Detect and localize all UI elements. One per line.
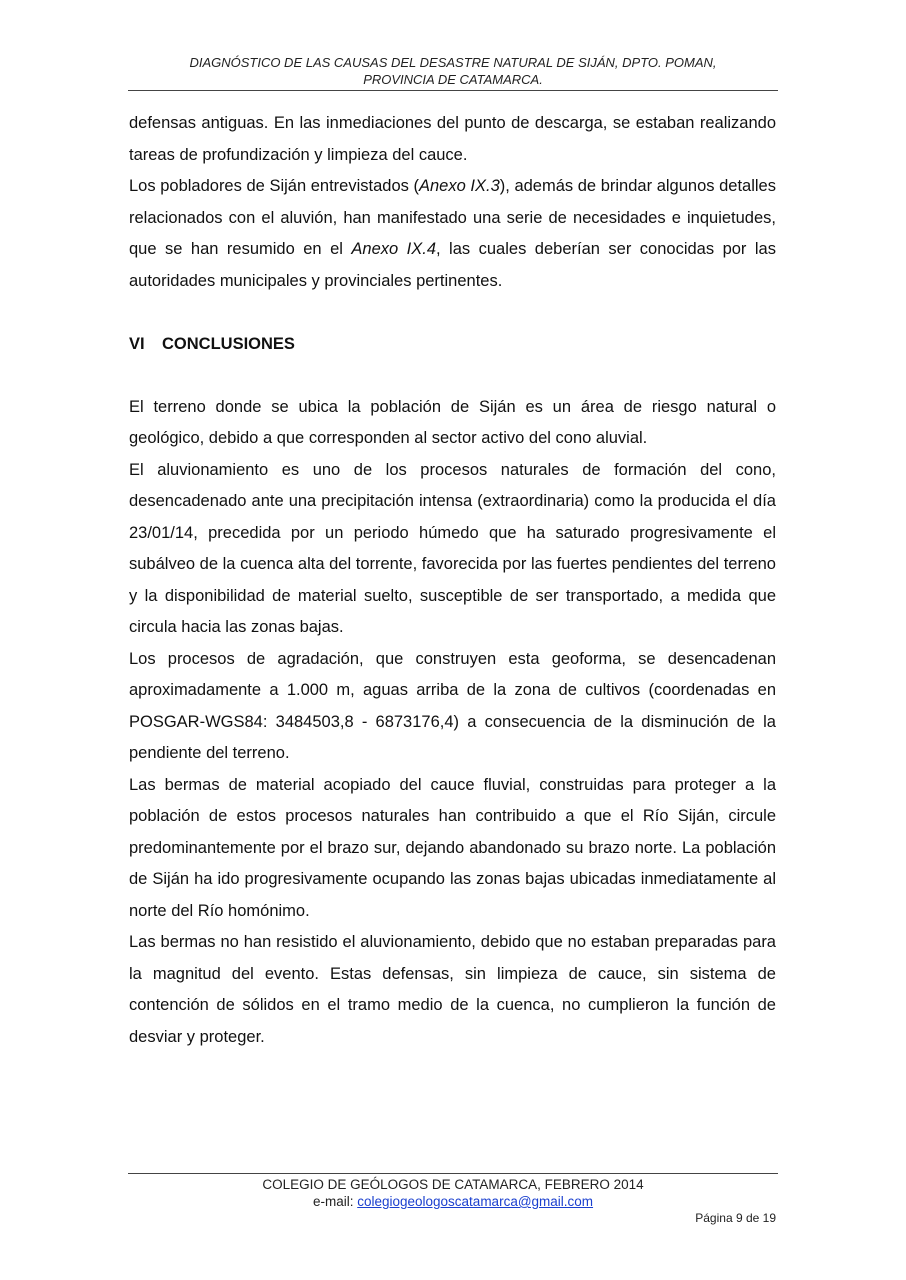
footer-contact — [128, 1193, 778, 1210]
document-body — [129, 108, 776, 1053]
paragraph-intro-2 — [129, 171, 776, 297]
footer-organization: COLEGIO DE GEÓLOGOS DE CATAMARCA, FEBRERO 2014 — [262, 1177, 644, 1192]
header-title-line2: PROVINCIA DE CATAMARCA. — [363, 72, 543, 87]
annex-reference: Anexo IX.4 — [351, 240, 436, 258]
conclusion-paragraph: El terreno donde se ubica la población de Siján es un área de riesgo natural o geológico, debido a que corresponden al sector activo del cono aluvial. — [129, 397, 776, 447]
footer-divider — [128, 1173, 778, 1174]
section-number: VI — [129, 334, 145, 353]
conclusion-paragraph: Las bermas de material acopiado del cauce fluvial, construidas para proteger a la población de estos procesos naturales han contribuido a que el Río Siján, circule predominantemente por el brazo sur, dejando abandonado su brazo norte. La población de Siján ha ido progresivamente ocupando las zonas bajas ubicadas inmediatamente al norte del Río homónimo. — [129, 775, 776, 920]
paragraph-intro-1: defensas antiguas. En las inmediaciones del punto de descarga, se estaban realizando tareas de profundización y limpieza del cauce. — [129, 114, 776, 164]
annex-reference: Anexo IX.3 — [419, 177, 500, 195]
paragraph-text: Los pobladores de Siján entrevistados ( — [129, 177, 419, 195]
section-heading — [129, 329, 776, 361]
page-number: Página 9 de 19 — [695, 1211, 776, 1225]
email-label: e-mail: — [312, 1194, 358, 1209]
page-footer — [128, 1176, 778, 1210]
header-divider — [128, 90, 778, 91]
header-title-line1: DIAGNÓSTICO DE LAS CAUSAS DEL DESASTRE NATURAL DE SIJÁN, DPTO. POMAN, — [189, 55, 717, 70]
paragraph-text: ), además de brindar algunos detalles relacionados con el aluvión, han manifestado una serie de necesidades e inquietudes, que se han resumido en el — [129, 177, 776, 258]
paragraph-text: , las cuales deberían ser conocidas por las autoridades municipales y provinciales pertinentes. — [129, 240, 776, 290]
email-link[interactable]: colegiogeologoscatamarca@gmail.com — [357, 1194, 594, 1209]
page-header — [128, 54, 778, 88]
conclusion-paragraph: Las bermas no han resistido el aluvionamiento, debido que no estaban preparadas para la magnitud del evento. Estas defensas, sin limpieza de cauce, sin sistema de contención de sólidos en el tramo medio de la cuenca, no cumplieron la función de desviar y proteger. — [129, 933, 776, 1046]
section-title: CONCLUSIONES — [162, 334, 295, 353]
conclusion-paragraph: El aluvionamiento es uno de los procesos naturales de formación del cono, desencadenado ante una precipitación intensa (extraordinaria) como la producida el día 23/01/14, precedida por un periodo húmedo que ha saturado progresivamente el subálveo de la cuenca alta del torrente, favorecida por las fuertes pendientes del terreno y la disponibilidad de material suelto, susceptible de ser transportado, a medida que circula hacia las zonas bajas. — [129, 460, 776, 636]
conclusion-paragraph: Los procesos de agradación, que construyen esta geoforma, se desencadenan aproximadamente a 1.000 m, aguas arriba de la zona de cultivos (coordenadas en POSGAR-WGS84: 3484503,8 - 6873176,4) a consecuencia de la disminución de la pendiente del terreno. — [129, 649, 776, 762]
